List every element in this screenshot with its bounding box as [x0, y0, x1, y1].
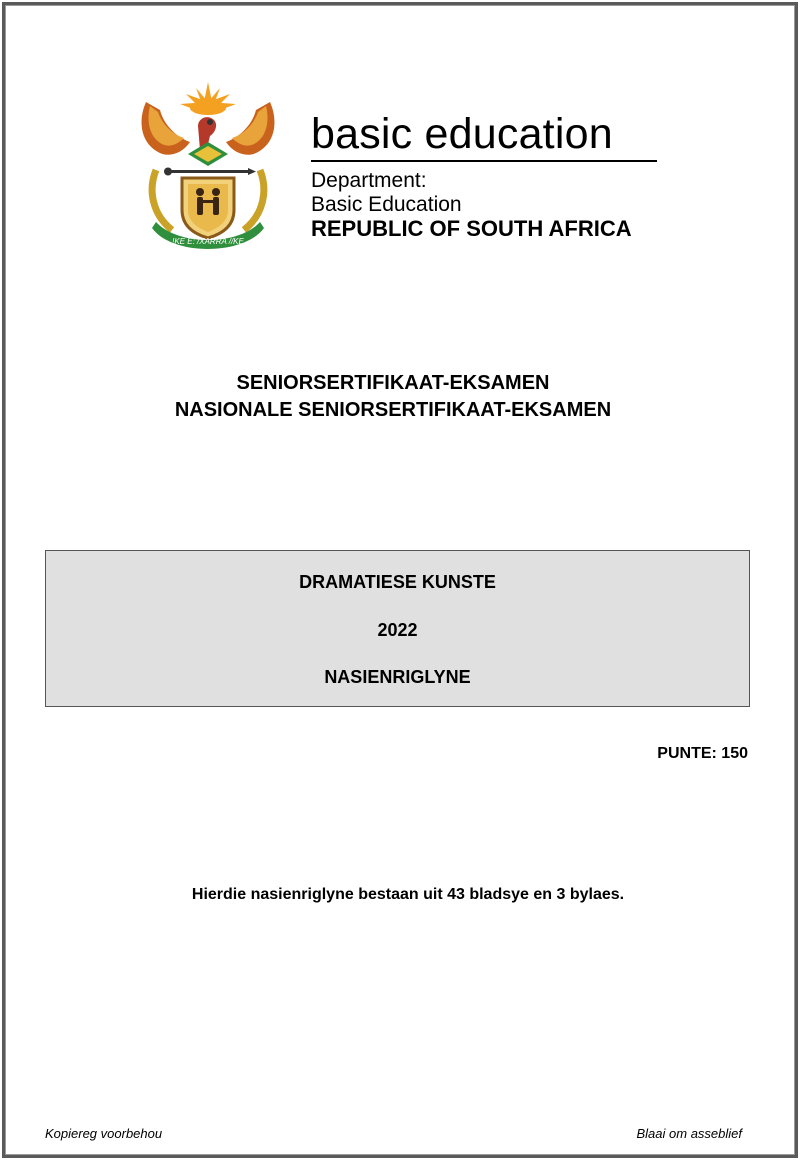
department-name: Basic Education [311, 193, 462, 216]
exam-title-line2: NASIONALE SENIORSERTIFIKAAT-EKSAMEN [174, 399, 612, 421]
copyright-notice: Kopiereg voorbehou [45, 1126, 163, 1141]
rising-sun-icon [180, 82, 236, 115]
subject-box [45, 550, 750, 707]
department-label: Department: [311, 169, 427, 192]
pages-note: Hierdie nasienriglyne bestaan uit 43 bladsye en 3 bylaes. [191, 886, 625, 903]
document-type: NASIENRIGLYNE [324, 667, 471, 687]
country-name: REPUBLIC OF SOUTH AFRICA [311, 216, 632, 241]
brand-divider [311, 160, 657, 162]
crest-motto: !KE E: /XARRA //KE [172, 237, 244, 246]
south-africa-coat-of-arms-icon [138, 80, 278, 258]
exam-year: 2022 [377, 620, 418, 640]
exam-title-line1: SENIORSERTIFIKAAT-EKSAMEN [236, 372, 550, 394]
turn-over-notice: Blaai om asseblief [636, 1126, 742, 1141]
total-marks: PUNTE: 150 [657, 745, 748, 762]
subject-name: DRAMATIESE KUNSTE [299, 572, 496, 592]
brand-title: basic education [311, 110, 613, 158]
